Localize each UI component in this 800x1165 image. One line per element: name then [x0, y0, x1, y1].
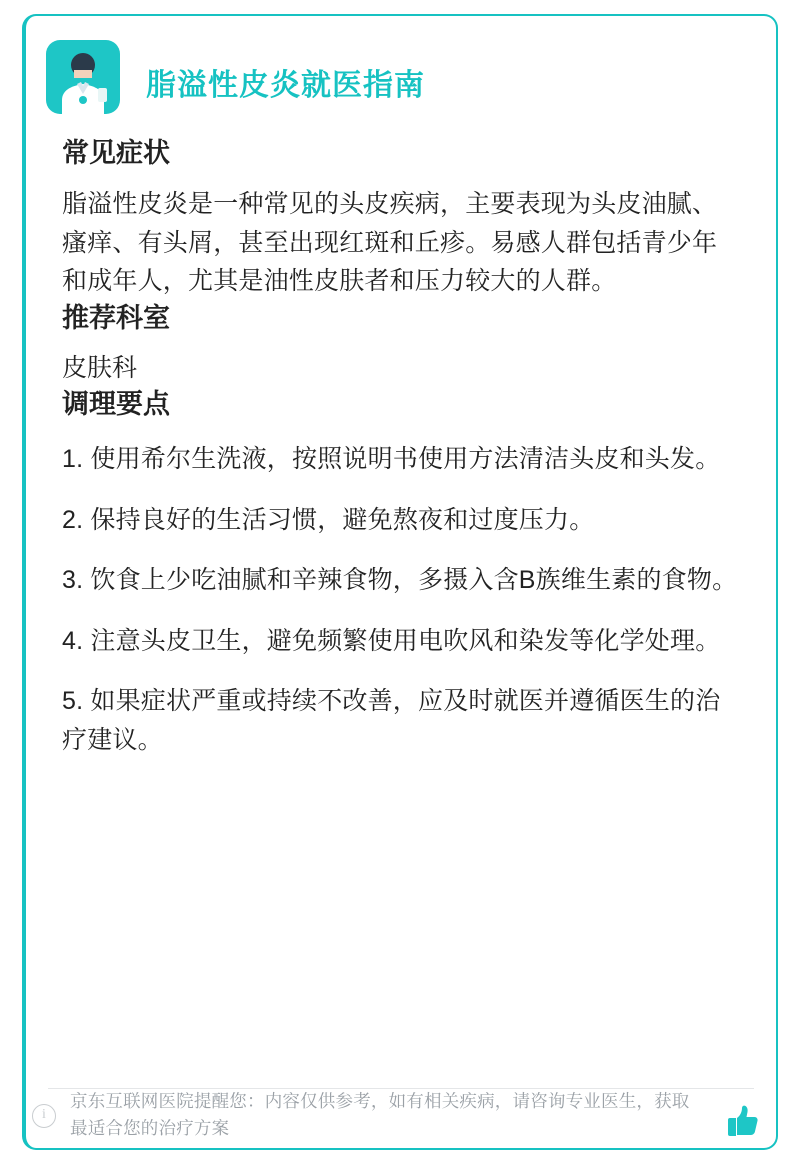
list-item: 5. 如果症状严重或持续不改善，应及时就医并遵循医生的治疗建议。 [62, 687, 721, 754]
doctor-avatar-icon [46, 40, 120, 114]
list-item: 2. 保持良好的生活习惯，避免熬夜和过度压力。 [62, 505, 595, 534]
guide-content [62, 136, 742, 759]
tips-list [62, 440, 742, 759]
section-heading-tips: 调理要点 [62, 389, 170, 420]
page-title: 脂溢性皮炎就医指南 [146, 69, 425, 102]
section-heading-symptoms: 常见症状 [62, 138, 170, 168]
list-item: 1. 使用希尔生洗液，按照说明书使用方法清洁头皮和头发。 [62, 445, 721, 474]
list-item: 3. 饮食上少吃油腻和辛辣食物，多摄入含B族维生素的食物。 [62, 566, 738, 595]
section-text-department: 皮肤科 [62, 353, 138, 382]
guide-card [22, 14, 778, 1150]
thumbs-up-icon[interactable] [716, 1098, 762, 1144]
section-text-symptoms: 脂溢性皮炎是一种常见的头皮疾病，主要表现为头皮油腻、瘙痒、有头屑，甚至出现红斑和丘疹。易感人群包括青少年和成年人，尤其是油性皮肤者和压力较大的人群。 [62, 190, 718, 296]
section-heading-department: 推荐科室 [62, 302, 170, 333]
list-item: 4. 注意头皮卫生，避免频繁使用电吹风和染发等化学处理。 [62, 626, 721, 655]
footer-disclaimer-text: 京东互联网医院提醒您：内容仅供参考，如有相关疾病，请咨询专业医生，获取最适合您的治疗方案 [70, 1091, 690, 1139]
footer-disclaimer-bar [22, 1082, 778, 1154]
info-circle-icon: i [32, 1104, 56, 1128]
